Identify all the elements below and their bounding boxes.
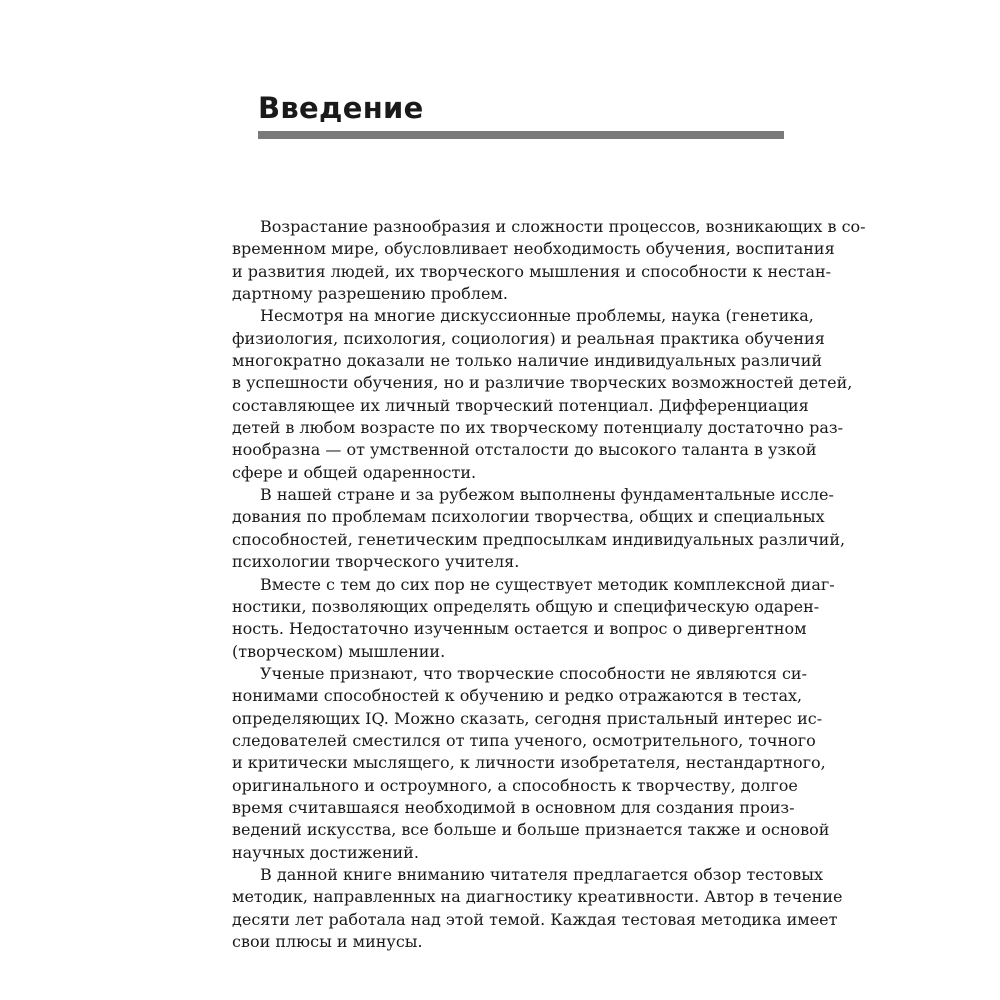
text-line: нообразна — от умственной отсталости до высокого таланта в узкой — [232, 440, 817, 460]
chapter-title: Введение — [258, 91, 424, 125]
text-line: ность. Недостаточно изученным остается и вопрос о дивергентном — [232, 619, 807, 639]
text-line: определяющих IQ. Можно сказать, сегодня пристальный интерес ис- — [232, 708, 823, 728]
text-line: и развития людей, их творческого мышления и способности к нестан- — [232, 261, 832, 281]
text-line: детей в любом возрасте по их творческому потенциалу достаточно раз- — [232, 418, 843, 438]
text-line: дования по проблемам психологии творчества, общих и специальных — [232, 507, 825, 527]
text-line: время считавшаяся необходимой в основном для создания произ- — [232, 797, 795, 817]
text-line: оригинального и остроумного, а способность к творчеству, долгое — [232, 775, 798, 795]
paragraph-4 — [232, 574, 835, 663]
paragraph-5 — [232, 663, 830, 864]
text-line: В данной книге вниманию читателя предлагается обзор тестовых — [260, 864, 823, 884]
text-line: дартному разрешению проблем. — [232, 284, 508, 304]
text-line: временном мире, обусловливает необходимость обучения, воспитания — [232, 239, 835, 259]
paragraph-6 — [232, 864, 843, 953]
text-line: ностики, позволяющих определять общую и специфическую одарен- — [232, 596, 820, 616]
text-line: и критически мыслящего, к личности изобретателя, нестандартного, — [232, 753, 826, 773]
text-line: психологии творческого учителя. — [232, 552, 520, 572]
text-line: Вместе с тем до сих пор не существует методик комплексной диаг- — [260, 574, 835, 594]
text-line: следователей сместился от типа ученого, осмотрительного, точного — [232, 730, 816, 750]
text-line: способностей, генетическим предпосылкам индивидуальных различий, — [232, 529, 846, 549]
text-line: научных достижений. — [232, 842, 419, 862]
text-line: многократно доказали не только наличие индивидуальных различий — [232, 351, 823, 371]
text-line: (творческом) мышлении. — [232, 641, 446, 661]
paragraph-1 — [232, 216, 866, 305]
text-line: методик, направленных на диагностику креативности. Автор в течение — [232, 887, 843, 907]
paragraph-3 — [232, 484, 846, 573]
text-line: Ученые признают, что творческие способности не являются си- — [260, 663, 807, 683]
text-line: физиология, психология, социология) и реальная практика обучения — [232, 328, 825, 348]
text-line: ведений искусства, все больше и больше признается также и основой — [232, 820, 830, 840]
paragraph-2 — [232, 305, 853, 484]
title-underline-rule — [258, 131, 784, 139]
body-text — [232, 216, 866, 953]
text-line: в успешности обучения, но и различие творческих возможностей детей, — [232, 373, 853, 393]
text-line: составляющее их личный творческий потенциал. Дифференциация — [232, 395, 809, 415]
text-line: свои плюсы и минусы. — [232, 932, 423, 951]
text-line: сфере и общей одаренности. — [232, 462, 477, 482]
text-line: десяти лет работала над этой темой. Каждая тестовая методика имеет — [232, 909, 838, 929]
text-line: нонимами способностей к обучению и редко отражаются в тестах, — [232, 686, 803, 706]
text-line: Несмотря на многие дискуссионные проблемы, наука (генетика, — [260, 306, 814, 326]
text-line: В нашей стране и за рубежом выполнены фундаментальные иссле- — [260, 485, 834, 505]
text-line: Возрастание разнообразия и сложности процессов, возникающих в со- — [260, 217, 866, 236]
